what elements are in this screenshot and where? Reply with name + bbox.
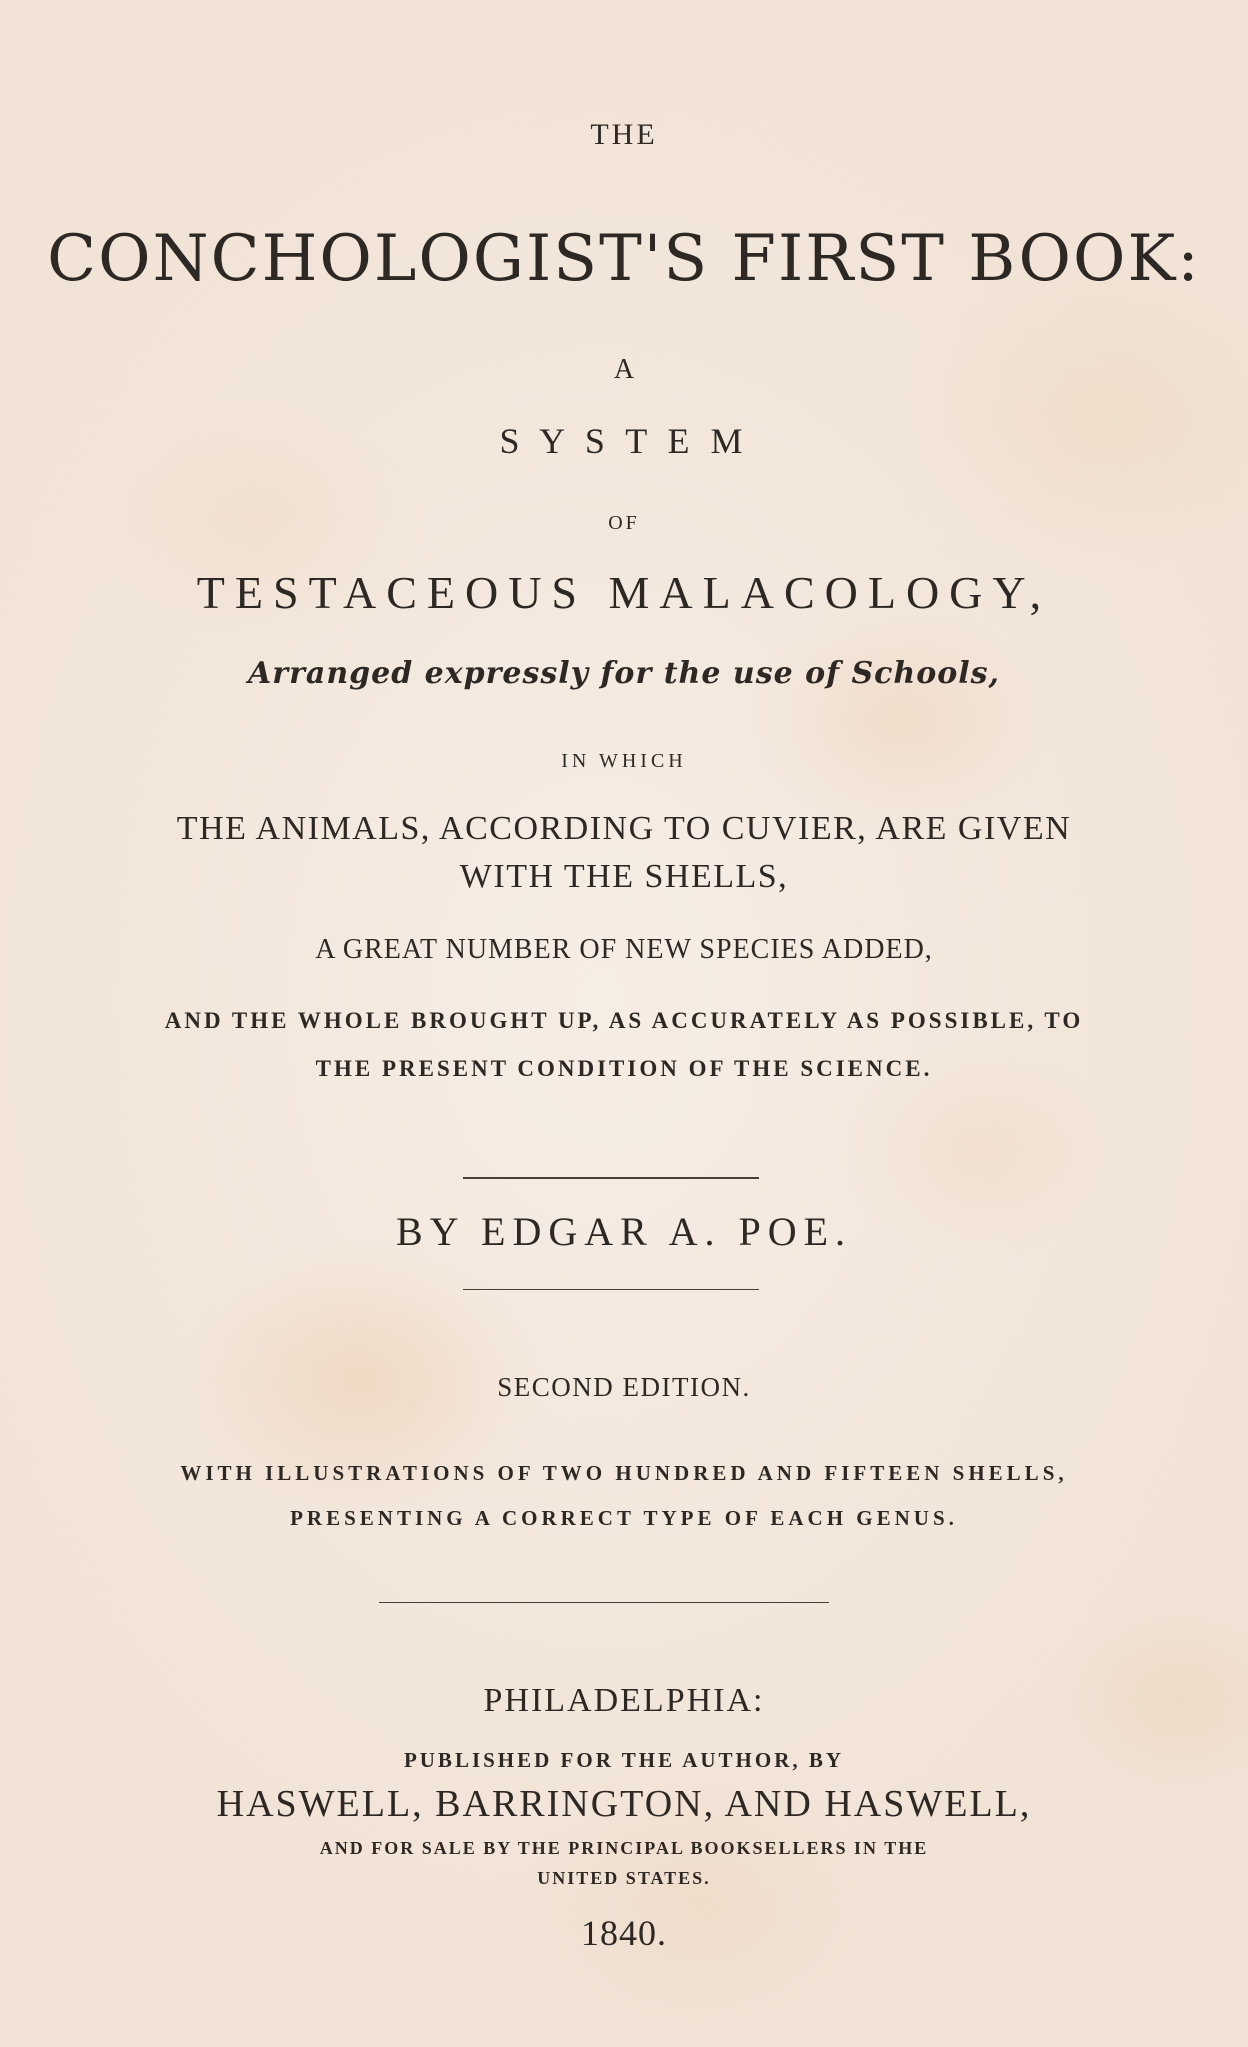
whole-line-1: AND THE WHOLE BROUGHT UP, AS ACCURATELY AS POSSIBLE, TO (164, 1008, 1084, 1033)
animals-line-1: THE ANIMALS, ACCORDING TO CUVIER, ARE GIVEN (176, 810, 1072, 847)
rule-below-author (463, 1289, 759, 1290)
illustrations-line-1: WITH ILLUSTRATIONS OF TWO HUNDRED AND FIFTEEN SHELLS, (180, 1461, 1068, 1485)
in-which-line: IN WHICH (561, 750, 687, 772)
author-line: BY EDGAR A. POE. (395, 1209, 853, 1254)
published-line: PUBLISHED FOR THE AUTHOR, BY (403, 1748, 845, 1772)
publisher-line: HASWELL, BARRINGTON, AND HASWELL, (216, 1783, 1032, 1825)
animals-line-2: WITH THE SHELLS, (459, 858, 789, 895)
sale-line-2: UNITED STATES. (537, 1868, 711, 1888)
word-system: S Y S T E M (499, 421, 749, 461)
word-a: A (613, 354, 635, 385)
word-of: OF (608, 512, 640, 534)
edition-line: SECOND EDITION. (497, 1372, 751, 1402)
species-line: A GREAT NUMBER OF NEW SPECIES ADDED, (315, 934, 933, 965)
rule-above-imprint (379, 1602, 829, 1603)
word-the: THE (590, 118, 658, 151)
rule-above-author (463, 1177, 759, 1179)
book-title: CONCHOLOGIST'S FIRST BOOK: (47, 222, 1201, 296)
city-line: PHILADELPHIA: (483, 1682, 765, 1719)
subject-line: TESTACEOUS MALACOLOGY, (196, 567, 1052, 618)
illustrations-line-2: PRESENTING A CORRECT TYPE OF EACH GENUS. (290, 1506, 958, 1530)
sale-line-1: AND FOR SALE BY THE PRINCIPAL BOOKSELLERS IN THE (319, 1838, 929, 1858)
year-line: 1840. (581, 1913, 667, 1953)
arranged-line: Arranged expressly for the use of Schools, (248, 656, 1000, 691)
whole-line-2: THE PRESENT CONDITION OF THE SCIENCE. (315, 1056, 933, 1081)
